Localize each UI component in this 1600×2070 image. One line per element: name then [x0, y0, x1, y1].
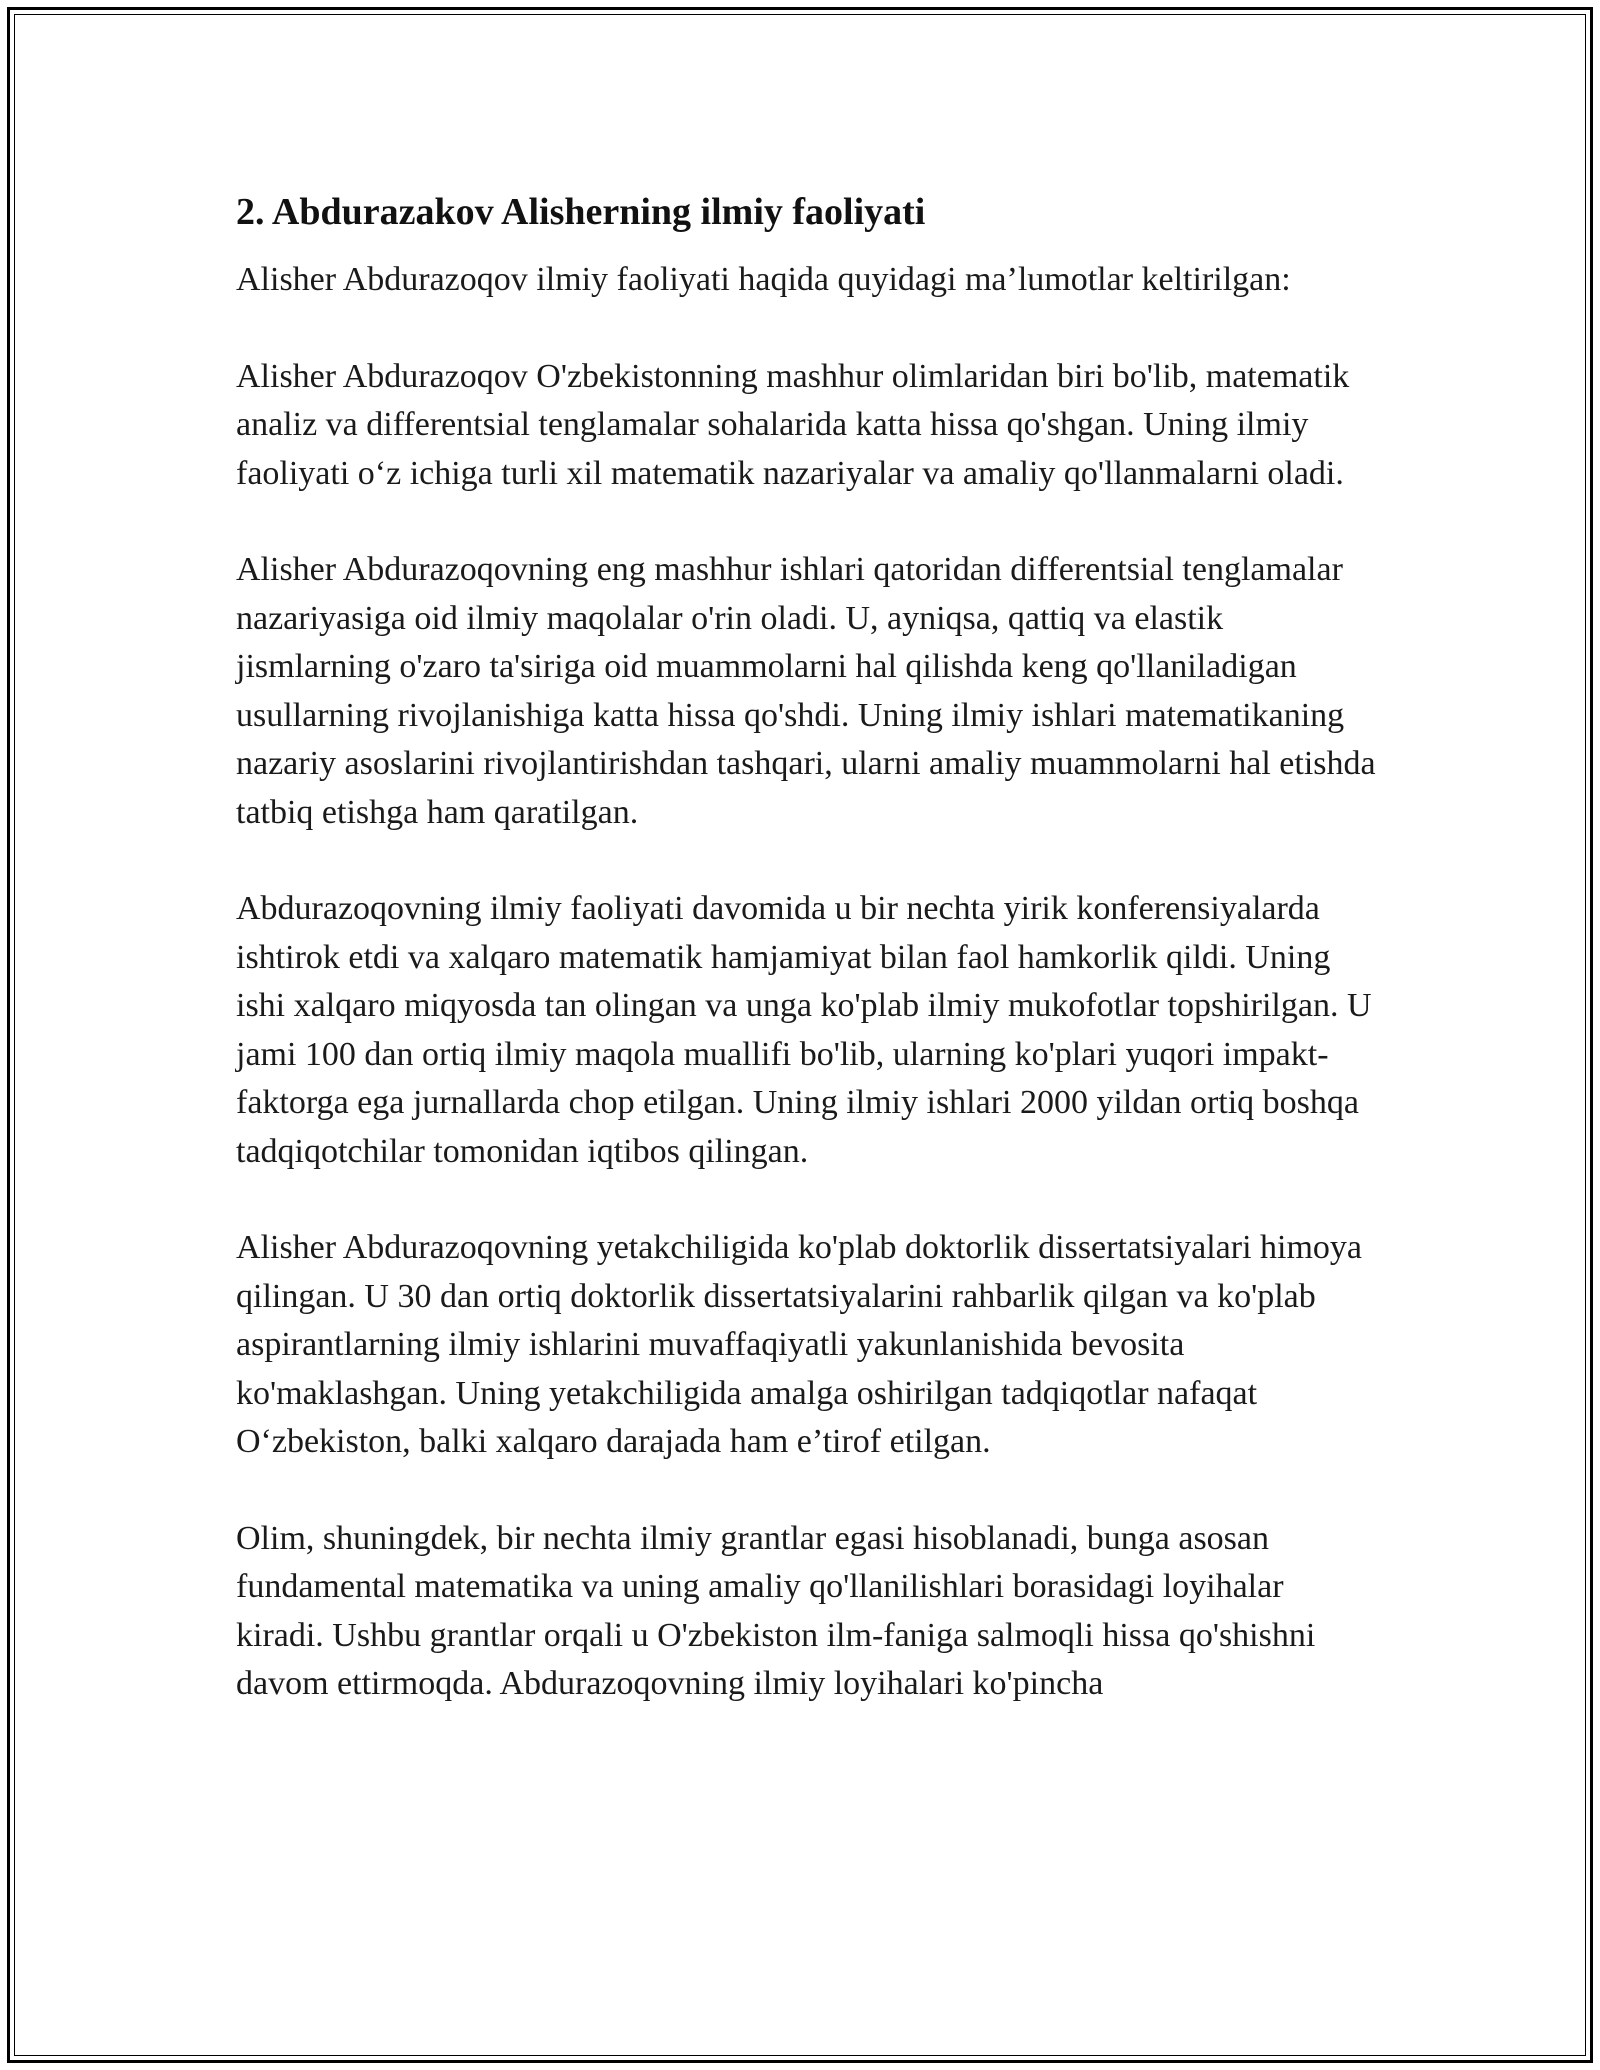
- paragraph-intro: Alisher Abdurazoqov ilmiy faoliyati haqida quyidagi ma’lumotlar keltirilgan:: [236, 261, 1291, 298]
- paragraph-grants: Olim, shuningdek, bir nechta ilmiy grantlar egasi hisoblanadi, bunga asosan fundamental matematika va uning amaliy qo'llanilishlari borasidagi loyihalar kiradi. Ushbu grantlar orqali u O'zbekiston ilm-faniga salmoqli hissa qo'shishni davom ettirmoqda. Abdurazoqovning ilmiy loyihalari ko'pincha: [236, 1519, 1316, 1702]
- paragraph-recognition: Abdurazoqovning ilmiy faoliyati davomida u bir nechta yirik konferensiyalarda ishtirok etdi va xalqaro matematik hamjamiyat bilan faol hamkorlik qildi. Uning ishi xalqaro miqyosda tan olingan va unga ko'plab ilmiy mukofotlar topshirilgan. U jami 100 dan ortiq ilmiy maqola muallifi bo'lib, ularning ko'plari yuqori impakt-faktorga ega jurnallarda chop etilgan. Uning ilmiy ishlari 2000 yildan ortiq boshqa tadqiqotchilar tomonidan iqtibos qilingan.: [236, 890, 1372, 1170]
- paragraph-overview: Alisher Abdurazoqov O'zbekistonning mashhur olimlaridan biri bo'lib, matematik analiz va differentsial tenglamalar sohalarida katta hissa qo'shgan. Uning ilmiy faoliyati o‘z ichiga turli xil matematik nazariyalar va amaliy qo'llanmalarni oladi.: [236, 357, 1350, 492]
- section-heading: 2. Abdurazakov Alisherning ilmiy faoliyati: [236, 191, 926, 233]
- paragraph-supervision: Alisher Abdurazoqovning yetakchiligida ko'plab doktorlik dissertatsiyalari himoya qilingan. U 30 dan ortiq doktorlik dissertatsiyalarini rahbarlik qilgan va ko'plab aspirantlarning ilmiy ishlarini muvaffaqiyatli yakunlanishida bevosita ko'maklashgan. Uning yetakchiligida amalga oshirilgan tadqiqotlar nafaqat O‘zbekiston, balki xalqaro darajada ham e’tirof etilgan.: [236, 1229, 1363, 1460]
- paragraph-main-works: Alisher Abdurazoqovning eng mashhur ishlari qatoridan differentsial tenglamalar nazariyasiga oid ilmiy maqolalar o'rin oladi. U, ayniqsa, qattiq va elastik jismlarning o'zaro ta'siriga oid muammolarni hal qilishda keng qo'llaniladigan usullarning rivojlanishiga katta hissa qo'shdi. Uning ilmiy ishlari matematikaning nazariy asoslarini rivojlantirishdan tashqari, ularni amaliy muammolarni hal etishda tatbiq etishga ham qaratilgan.: [236, 551, 1376, 831]
- document-body: [236, 188, 1376, 1709]
